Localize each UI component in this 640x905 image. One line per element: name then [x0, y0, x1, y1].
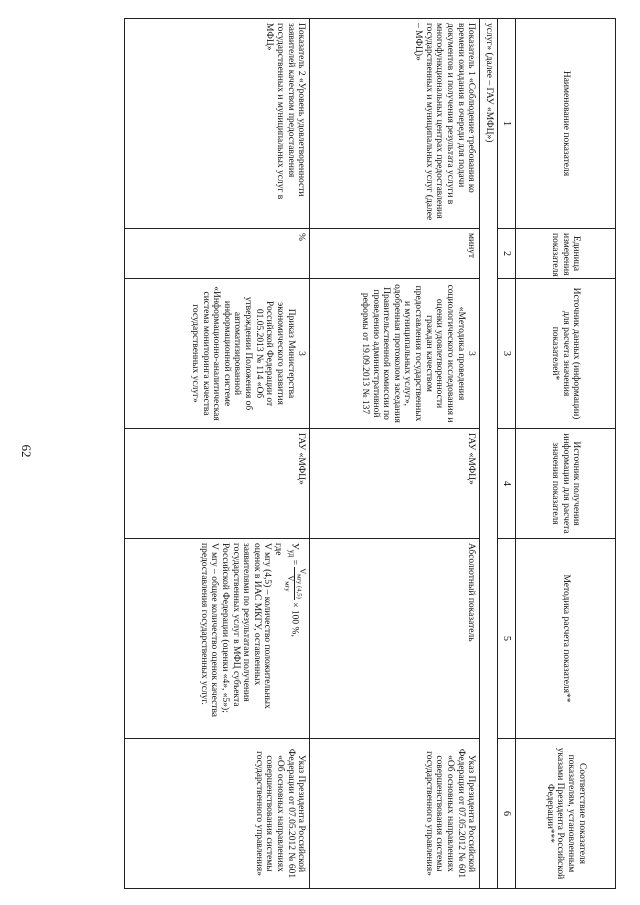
- fraction-denominator: [283, 567, 294, 599]
- table-row: [125, 19, 310, 889]
- header-source: Источник данных (информации) для расчета значения показателей*: [516, 279, 616, 429]
- formula-fraction: [283, 567, 306, 599]
- formula-desc-total: V мгу – общее количество оценок качества предоставления государственных услуг.: [198, 543, 220, 718]
- table-row: [310, 19, 480, 889]
- formula-desc-positive: V мгу (4,5) – количество положительных оценок в ИАС МКГУ, оставленных заявителями по результатам получения государственных услуг в МФЦ субъекта Российской Федерации (оценки «4», «5»);: [219, 543, 273, 713]
- formula-equals: =: [289, 557, 300, 568]
- indicator-decree: Указ Президента Российской Федерации от 07.05.2012 № 601 «Об основных направлениях совершенствования системы государственного управления»: [125, 739, 310, 889]
- column-number: 1: [497, 19, 515, 229]
- column-number-row: [497, 19, 515, 889]
- indicator-decree: Указ Президента Российской Федерации от 07.05.2012 № 601 «Об основных направлениях совершенствования системы государственного управления»: [310, 739, 480, 889]
- column-number: 5: [497, 539, 515, 739]
- formula-where: где: [273, 543, 284, 556]
- numerator-symbol: V: [298, 568, 308, 575]
- indicator-source-info: ГАУ «МФЦ»: [310, 429, 480, 539]
- indicator-source: 3 «Методика проведения социологического исследования и оценки удовлетворенности граждан качеством предоставления государственных и муниципальных услуг», одобренная протоколом заседания Правительственной комиссии по проведению административной реформы от 19.09.2013 № 137: [310, 279, 480, 429]
- header-source-info: Источник получения информации для расчета значения показателя: [516, 429, 616, 539]
- header-unit: Единица измерения показателя: [516, 229, 616, 279]
- indicators-table: [124, 18, 616, 889]
- formula-right: × 100 %,: [289, 599, 300, 637]
- column-number: 4: [497, 429, 515, 539]
- section-title: услуг» (далее – ГАУ «МФЦ»): [480, 19, 498, 889]
- indicator-name: Показатель 1 «Соблюдение требования ко времени ожидания в очереди для подачи документов и получения результата услуги в многофункциональных центрах предоставления государственных и муниципальных услуг (далее – МФЦ)»: [310, 19, 480, 229]
- fraction-numerator: [294, 567, 306, 599]
- indicator-method: Абсолютный показатель: [310, 539, 480, 739]
- section-row: [480, 19, 498, 889]
- indicator-source: 3 Приказ Министерства экономического развития Российской Федерации от 01.05.2013 № 114 «Об утверждении Положения об автоматизированной информационной системе «Информационно-аналитическая система мониторинга качества государственных услуг»: [125, 279, 310, 429]
- denominator-symbol: V: [286, 575, 296, 582]
- column-number: 6: [497, 739, 515, 889]
- formula-left: У: [289, 543, 300, 550]
- numerator-sub: мгу (4,5): [295, 574, 303, 599]
- header-name: Наименование показателя: [516, 19, 616, 229]
- method-formula: [283, 543, 306, 734]
- rotated-table-container: [86, 18, 616, 888]
- page-number: 62: [19, 444, 34, 458]
- page-content: [86, 18, 616, 888]
- indicator-unit: %: [125, 229, 310, 279]
- formula-left-sub: уд: [287, 549, 297, 558]
- denominator-sub: мгу: [283, 581, 291, 592]
- indicator-name: Показатель 2 «Уровень удовлетворенности заявителей качеством предоставления государственных и муниципальных услуг в МФЦ»: [125, 19, 310, 229]
- column-number: 3: [497, 279, 515, 429]
- header-decree: Соответствие показателя показателям, установленным указами Президента Российской Федерации***: [516, 739, 616, 889]
- indicator-unit: минут: [310, 229, 480, 279]
- indicator-method: [125, 539, 310, 739]
- indicator-source-info: ГАУ «МФЦ»: [125, 429, 310, 539]
- header-row: [516, 19, 616, 889]
- column-number: 2: [497, 229, 515, 279]
- header-method: Методика расчета показателя**: [516, 539, 616, 739]
